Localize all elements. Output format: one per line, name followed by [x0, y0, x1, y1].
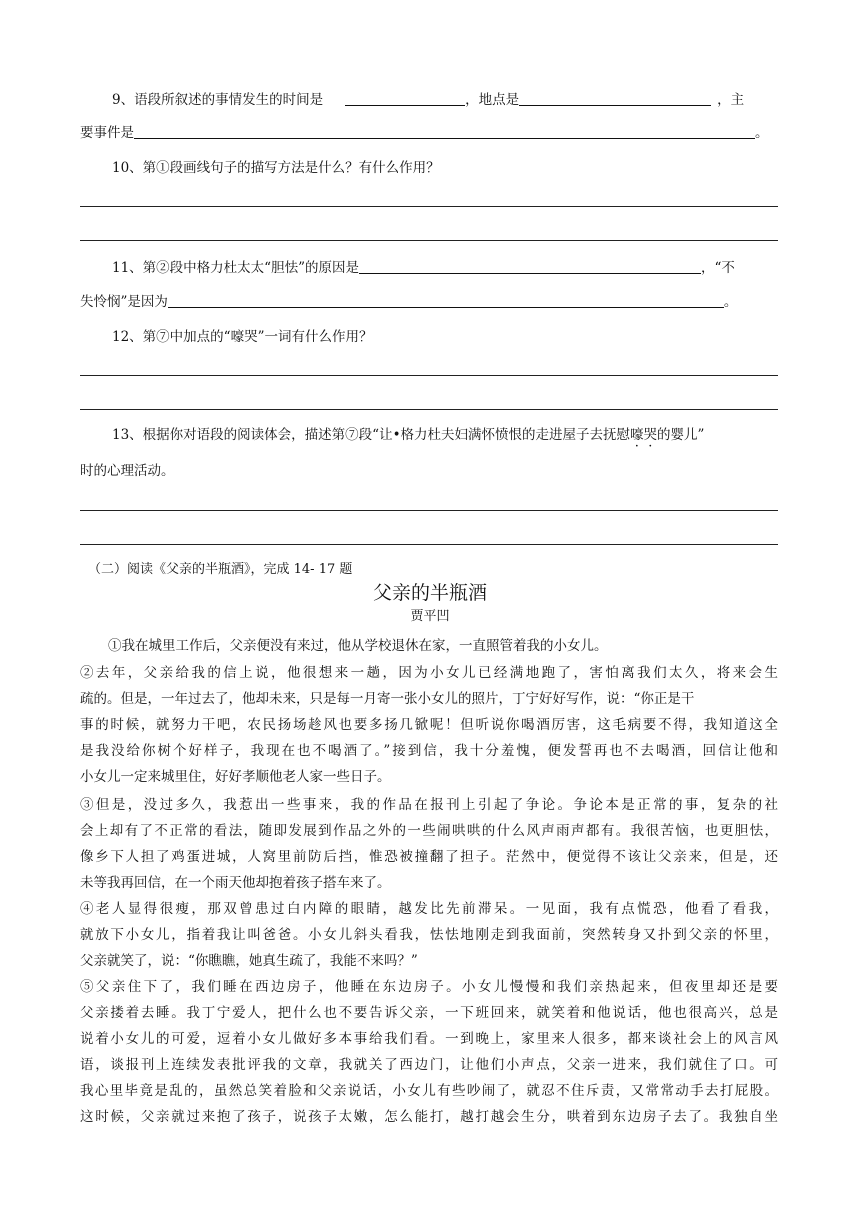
passage-line: ④老人显得很瘦，那双曾患过白内障的眼睛，越发比先前滞呆。一见面，我有点慌恐，他看了看我， [80, 901, 778, 917]
answer-line[interactable] [80, 510, 778, 511]
question-13-line-1: 13、根据你对语段的阅读体会，描述第⑦段“让•格力杜夫妇满怀愤恨的走进屋子去抚慰嚎哭的婴儿” [112, 427, 705, 443]
answer-line[interactable] [80, 544, 778, 545]
passage-title: 父亲的半瓶酒 [372, 582, 487, 604]
answer-line[interactable] [80, 240, 778, 241]
passage-line: 这时候，父亲就过来抱了孩子，说孩子太嫩，怎么能打，越打越会生分，哄着到东边房子去了。我独自坐 [80, 1109, 778, 1125]
emphasis-dot-char: 哭 [643, 427, 658, 443]
passage-line: ①我在城里工作后，父亲便没有来过，他从学校退休在家，一直照管着我的小女儿。 [108, 638, 608, 654]
passage-author: 贾平凹 [410, 609, 450, 624]
passage-line: 父亲就笑了，说：“你瞧瞧，她真生疏了，我能不来吗？” [80, 953, 418, 969]
passage-line: 我心里毕竟是乱的，虽然总笑着脸和父亲说话，小女儿有些吵闹了，就忍不住斥责，又常常动手去打屁股。 [80, 1083, 778, 1099]
answer-blank[interactable] [519, 91, 711, 106]
answer-line[interactable] [80, 206, 778, 207]
question-11-line-2: 失怜悯”是因为 。 [80, 294, 738, 310]
passage-line: ③但是，没过多久，我惹出一些事来，我的作品在报刊上引起了争论。争论本是正常的事，复杂的社 [80, 797, 778, 813]
passage-line: 疏的。但是，一年过去了，他却未来，只是每一月寄一张小女儿的照片，丁宁好好写作，说：“你正是干 [80, 691, 695, 707]
passage-line: 像乡下人担了鸡蛋进城，人窝里前防后挡，惟恐被撞翻了担子。茫然中，便觉得不该让父亲来，但是，还 [80, 849, 778, 865]
question-9-line-1: 9、语段所叙述的事情发生的时间是 ，地点是 ，主 [112, 92, 745, 108]
passage-line: ⑤父亲住下了，我们睡在西边房子，他睡在东边房子。小女儿慢慢和我们亲热起来，但夜里却还是要 [80, 979, 778, 995]
passage-line: 会上却有了不正常的看法，随即发展到作品之外的一些闹哄哄的什么风声雨声都有。我很苦恼，也更胆怯， [80, 823, 778, 839]
answer-line[interactable] [80, 409, 778, 410]
passage-line: 说着小女儿的可爱，逗着小女儿做好多本事给我们看。一到晚上，家里来人很多，都来谈社会上的风言风 [80, 1031, 778, 1047]
question-9-line-2: 要事件是 。 [80, 125, 769, 141]
passage-line: 就放下小女儿，指着我让叫爸爸。小女儿斜头看我，怯怯地刚走到我面前，突然转身又扑到父亲的怀里， [80, 927, 778, 943]
passage-line: 小女儿一定来城里住，好好孝顺他老人家一些日子。 [80, 769, 391, 785]
section-heading: （二）阅读《父亲的半瓶酒》，完成 14- 17 题 [88, 562, 353, 577]
answer-blank[interactable] [134, 124, 755, 139]
question-12: 12、第⑦中加点的“嚎哭”一词有什么作用？ [112, 329, 373, 345]
answer-blank[interactable] [359, 259, 701, 274]
answer-blank[interactable] [168, 293, 724, 308]
passage-line: ②去年，父亲给我的信上说，他很想来一趟，因为小女儿已经满地跑了，害怕离我们太久，将来会生 [80, 665, 778, 681]
passage-line: 父亲搂着去睡。我丁宁爱人，把什么也不要告诉父亲，一下班回来，就笑着和他说话，他也很高兴，总是 [80, 1005, 778, 1021]
passage-line: 语，谈报刊上连续发表批评我的文章，我就关了西边门，让他们小声点，父亲一进来，我们就住了口。可 [80, 1057, 778, 1073]
passage-line: 事的时候，就努力干吧，农民扬场趁风也要多扬几锨呢！但听说你喝酒厉害，这毛病要不得，我知道这全 [80, 717, 778, 733]
question-11-line-1: 11、第②段中格力杜太太“胆怯”的原因是 ，“不 [112, 260, 735, 276]
emphasis-dot-char: 嚎 [630, 427, 644, 443]
passage-line: 是我没给你树个好样子，我现在也不喝酒了。”接到信，我十分羞愧，便发誓再也不去喝酒，回信让他和 [80, 743, 778, 759]
answer-blank[interactable] [345, 91, 465, 106]
question-10: 10、第①段画线句子的描写方法是什么？有什么作用？ [112, 160, 440, 176]
passage-line: 未等我再回信，在一个雨天他却抱着孩子搭车来了。 [80, 875, 391, 891]
question-13-line-2: 时的心理活动。 [80, 463, 175, 479]
answer-line[interactable] [80, 375, 778, 376]
